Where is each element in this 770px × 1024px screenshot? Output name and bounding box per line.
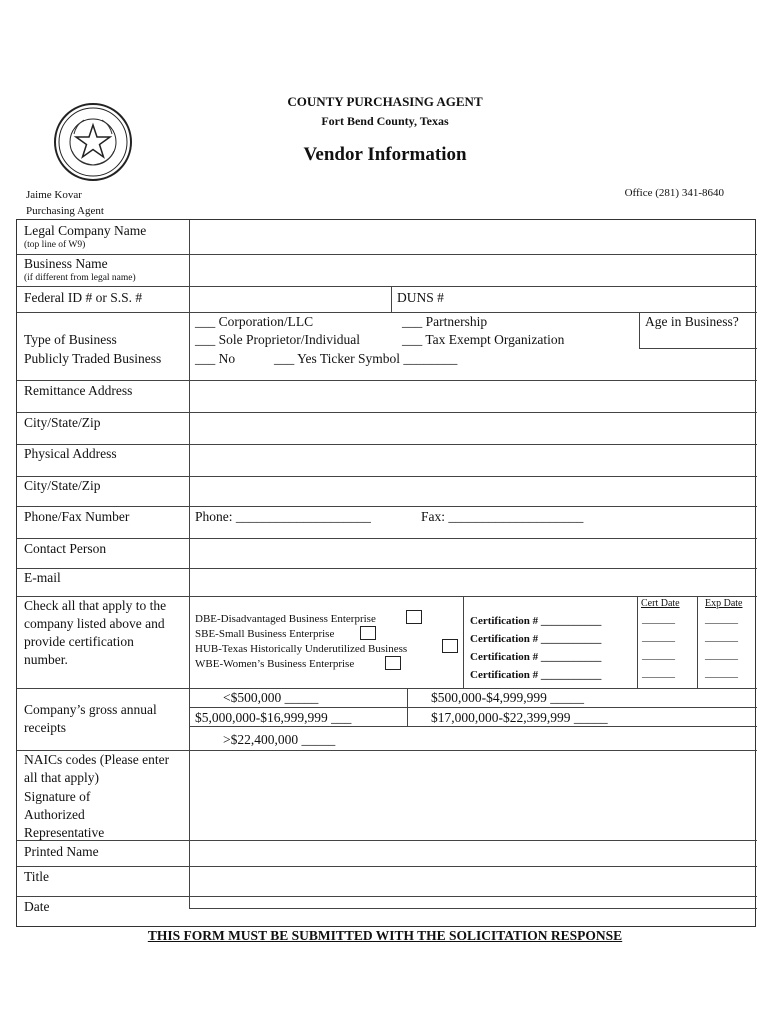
wbe-checkbox[interactable] <box>385 656 401 670</box>
federal-id-label: Federal ID # or S.S. # <box>24 290 143 305</box>
wbe-label: WBE-Women’s Business Enterprise <box>195 658 355 670</box>
signature-label-1: Signature of <box>24 789 91 804</box>
contact-person-label: Contact Person <box>24 541 107 556</box>
exp-date-header: Exp Date <box>705 598 743 609</box>
exp-date-field-3[interactable]: ______ <box>705 649 738 661</box>
gross-receipts-label-2: receipts <box>24 720 66 735</box>
check-all-label-4: number. <box>24 652 68 667</box>
receipts-option-4[interactable]: $17,000,000-$22,399,999 _____ <box>431 710 608 725</box>
cert-date-field-4[interactable]: ______ <box>642 667 675 679</box>
printed-name-label: Printed Name <box>24 844 99 859</box>
date-label: Date <box>24 899 50 914</box>
duns-label: DUNS # <box>397 290 444 305</box>
corporation-option[interactable]: ___ Corporation/LLC <box>195 314 314 329</box>
agent-title: Purchasing Agent <box>26 205 104 217</box>
vendor-form <box>16 219 756 927</box>
dbe-checkbox[interactable] <box>406 610 422 624</box>
agent-block <box>26 187 104 219</box>
certification-field-1[interactable]: Certification # ___________ <box>470 615 602 627</box>
form-title: Vendor Information <box>303 144 467 165</box>
cert-date-header: Cert Date <box>641 598 680 609</box>
signature-label-2: Authorized <box>24 807 85 822</box>
sbe-label: SBE-Small Business Enterprise <box>195 628 335 640</box>
certification-field-4[interactable]: Certification # ___________ <box>470 669 602 681</box>
legal-company-name-label: Legal Company Name <box>24 223 147 238</box>
receipts-option-3[interactable]: $5,000,000-$16,999,999 ___ <box>195 710 352 725</box>
legal-company-name-note: (top line of W9) <box>24 240 86 250</box>
exp-date-field-4[interactable]: ______ <box>705 667 738 679</box>
certification-field-2[interactable]: Certification # ___________ <box>470 633 602 645</box>
cert-date-field-2[interactable]: ______ <box>642 631 675 643</box>
sbe-checkbox[interactable] <box>360 626 376 640</box>
gross-receipts-label-1: Company’s gross annual <box>24 702 157 717</box>
cert-date-field-1[interactable]: ______ <box>642 613 675 625</box>
partnership-option[interactable]: ___ Partnership <box>402 314 488 329</box>
agent-name: Jaime Kovar <box>26 189 82 201</box>
office-phone: Office (281) 341-8640 <box>624 187 724 199</box>
check-all-label-2: company listed above and <box>24 616 165 631</box>
exp-date-field-2[interactable]: ______ <box>705 631 738 643</box>
certification-field-3[interactable]: Certification # ___________ <box>470 651 602 663</box>
naics-label-1: NAICs codes (Please enter <box>24 752 170 767</box>
publicly-traded-label: Publicly Traded Business <box>24 351 162 366</box>
dbe-label: DBE-Disadvantaged Business Enterprise <box>195 613 376 625</box>
title-label: Title <box>24 869 50 884</box>
publicly-traded-no[interactable]: ___ No <box>195 351 236 366</box>
sole-proprietor-option[interactable]: ___ Sole Proprietor/Individual <box>195 332 360 347</box>
check-all-label-3: provide certification <box>24 634 134 649</box>
physical-address-label: Physical Address <box>24 446 117 461</box>
city-state-zip-label-1: City/State/Zip <box>24 415 101 430</box>
hub-checkbox[interactable] <box>442 639 458 653</box>
city-state-zip-label-2: City/State/Zip <box>24 478 101 493</box>
cert-date-field-3[interactable]: ______ <box>642 649 675 661</box>
age-in-business-label: Age in Business? <box>645 314 739 329</box>
phone-fax-label: Phone/Fax Number <box>24 509 130 524</box>
remittance-address-label: Remittance Address <box>24 383 133 398</box>
tax-exempt-option[interactable]: ___ Tax Exempt Organization <box>402 332 565 347</box>
check-all-label-1: Check all that apply to the <box>24 598 167 613</box>
county-name: Fort Bend County, Texas <box>321 114 449 128</box>
exp-date-field-1[interactable]: ______ <box>705 613 738 625</box>
hub-label: HUB-Texas Historically Underutilized Business <box>195 643 408 655</box>
phone-field[interactable]: Phone: ____________________ <box>195 509 371 524</box>
receipts-option-2[interactable]: $500,000-$4,999,999 _____ <box>431 690 584 705</box>
signature-label-3: Representative <box>24 825 105 840</box>
submission-notice: THIS FORM MUST BE SUBMITTED WITH THE SOLICITATION RESPONSE <box>147 928 623 943</box>
fax-field[interactable]: Fax: ____________________ <box>421 509 584 524</box>
email-label: E-mail <box>24 570 61 585</box>
business-name-label: Business Name <box>24 256 108 271</box>
naics-label-2: all that apply) <box>24 770 99 785</box>
publicly-traded-yes-ticker[interactable]: ___ Yes Ticker Symbol ________ <box>274 351 458 366</box>
receipts-option-1[interactable]: <$500,000 _____ <box>223 690 319 705</box>
agency-title: COUNTY PURCHASING AGENT <box>287 94 483 109</box>
business-name-note: (if different from legal name) <box>24 273 136 283</box>
type-of-business-label: Type of Business <box>24 332 117 347</box>
receipts-option-5[interactable]: >$22,400,000 _____ <box>223 732 336 747</box>
